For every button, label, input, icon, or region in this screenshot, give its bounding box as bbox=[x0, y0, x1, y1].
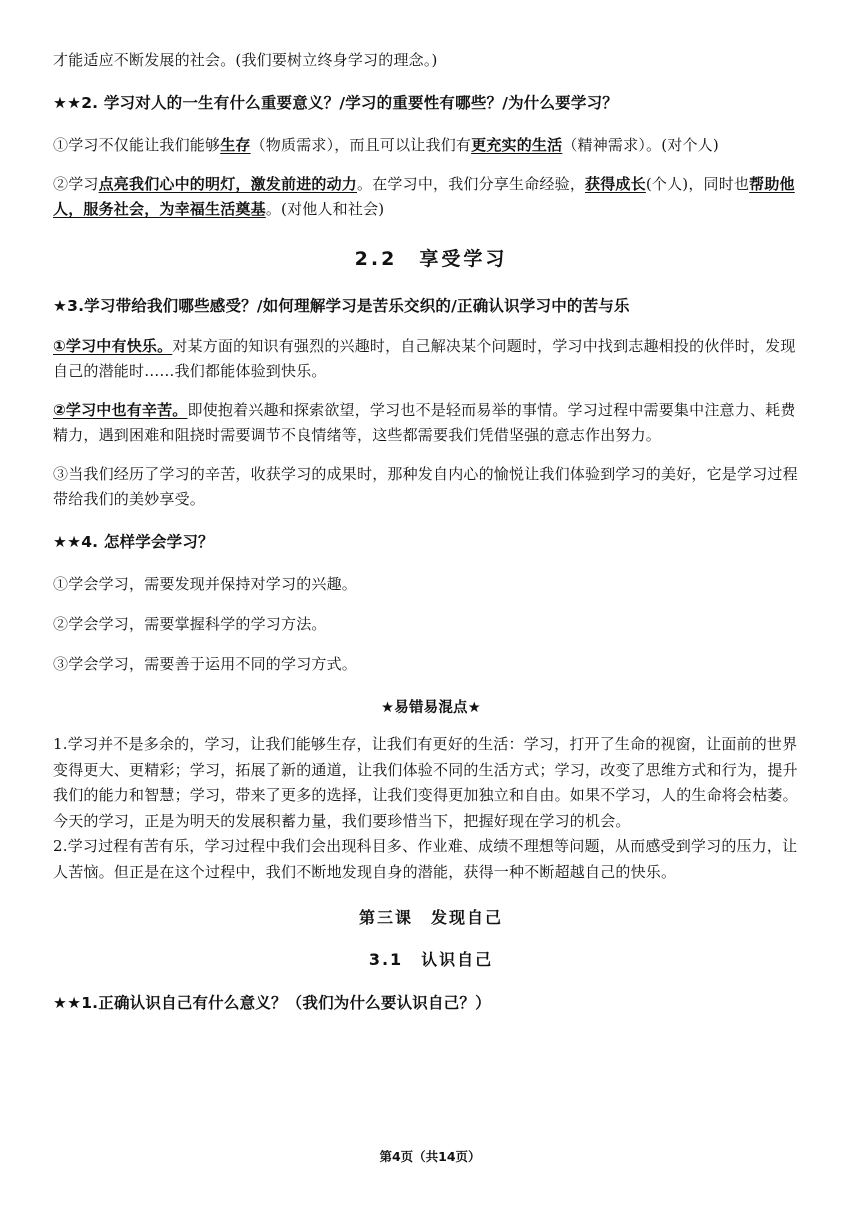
key-point: 更充实的生活 bbox=[471, 136, 563, 154]
paragraph: 2.学习过程有苦有乐，学习过程中我们会出现科目多、作业难、成绩不理想等问题，从而感受到学习的压力，让人苦恼。但正是在这个过程中，我们不断地发现自身的潜能，获得一种不断超越自己的快乐。 bbox=[53, 837, 798, 881]
text-run: (个人)，同时也 bbox=[645, 175, 750, 193]
paragraph: ②学会学习，需要掌握科学的学习方法。 bbox=[53, 615, 327, 633]
section-heading: 3.1 认识自己 bbox=[368, 950, 494, 969]
text-run: 。在学习中，我们分享生命经验， bbox=[357, 175, 586, 193]
text-run: ②学习 bbox=[53, 175, 99, 193]
question-heading: ★3.学习带给我们哪些感受？/如何理解学习是苦乐交织的/正确认识学习中的苦与乐 bbox=[53, 297, 630, 315]
paragraph: ③当我们经历了学习的辛苦，收获学习的成果时，那种发自内心的愉悦让我们体验到学习的美好，它是学习过程带给我们的美妙享受。 bbox=[53, 465, 798, 508]
question-heading: ★★1.正确认识自己有什么意义？（我们为什么要认识自己？） bbox=[53, 994, 491, 1012]
text-run: （精神需求）。(对个人) bbox=[562, 136, 719, 154]
text-line: 才能适应不断发展的社会。(我们要树立终身学习的理念。) bbox=[53, 51, 438, 69]
section-heading: ★易错易混点★ bbox=[381, 700, 481, 716]
key-point: 点亮我们心中的明灯，激发前进的动力 bbox=[98, 175, 358, 193]
key-point: 获得成长 bbox=[585, 175, 646, 193]
text-run: （物质需求），而且可以让我们有 bbox=[250, 136, 472, 154]
paragraph: 1.学习并不是多余的，学习，让我们能够生存，让我们有更好的生活：学习，打开了生命的视窗，让面前的世界变得更大、更精彩；学习，拓展了新的通道，让我们体验不同的生活方式；学习，改变了思维方式和行为，提升我们的能力和智慧；学习，带来了更多的选择，让我们变得更加独立和自由。如果不学习，人的生命将会枯萎。今天的学习，正是为明天的发展积蓄力量，我们要珍惜当下，把握好现在学习的机会。 bbox=[53, 735, 798, 830]
paragraph bbox=[53, 172, 809, 222]
key-point: 帮助他人，服务社会，为幸福生活奠基 bbox=[53, 175, 795, 218]
paragraph bbox=[53, 133, 809, 158]
key-point: ②学习中也有辛苦。 bbox=[53, 401, 188, 419]
paragraph bbox=[53, 398, 809, 448]
paragraph: ①学会学习，需要发现并保持对学习的兴趣。 bbox=[53, 575, 358, 593]
page-footer: 第4页（共14页） bbox=[379, 1149, 481, 1164]
text-run: 。(对他人和社会) bbox=[265, 200, 385, 218]
text-run: 对某方面的知识有强烈的兴趣时，自己解决某个问题时，学习中找到志趣相投的伙伴时，发现自己的潜能时……我们都能体验到快乐。 bbox=[53, 337, 796, 380]
question-heading: ★★2. 学习对人的一生有什么重要意义？/学习的重要性有哪些？/为什么要学习？ bbox=[53, 94, 618, 112]
paragraph bbox=[53, 334, 809, 384]
paragraph: ③学会学习，需要善于运用不同的学习方式。 bbox=[53, 655, 358, 673]
lesson-heading: 第三课 发现自己 bbox=[358, 908, 503, 927]
text-run: ①学习不仅能让我们能够 bbox=[53, 136, 221, 154]
document-page bbox=[53, 48, 809, 1016]
section-heading: 2.2 享受学习 bbox=[354, 248, 508, 270]
key-point: ①学习中有快乐。 bbox=[53, 337, 173, 355]
key-point: 生存 bbox=[220, 136, 251, 154]
text-run: 即使抱着兴趣和探索欲望，学习也不是轻而易举的事情。学习过程中需要集中注意力、耗费精力，遇到困难和阻挠时需要调节不良情绪等，这些都需要我们凭借坚强的意志作出努力。 bbox=[53, 401, 796, 444]
question-heading: ★★4. 怎样学会学习？ bbox=[53, 533, 214, 551]
